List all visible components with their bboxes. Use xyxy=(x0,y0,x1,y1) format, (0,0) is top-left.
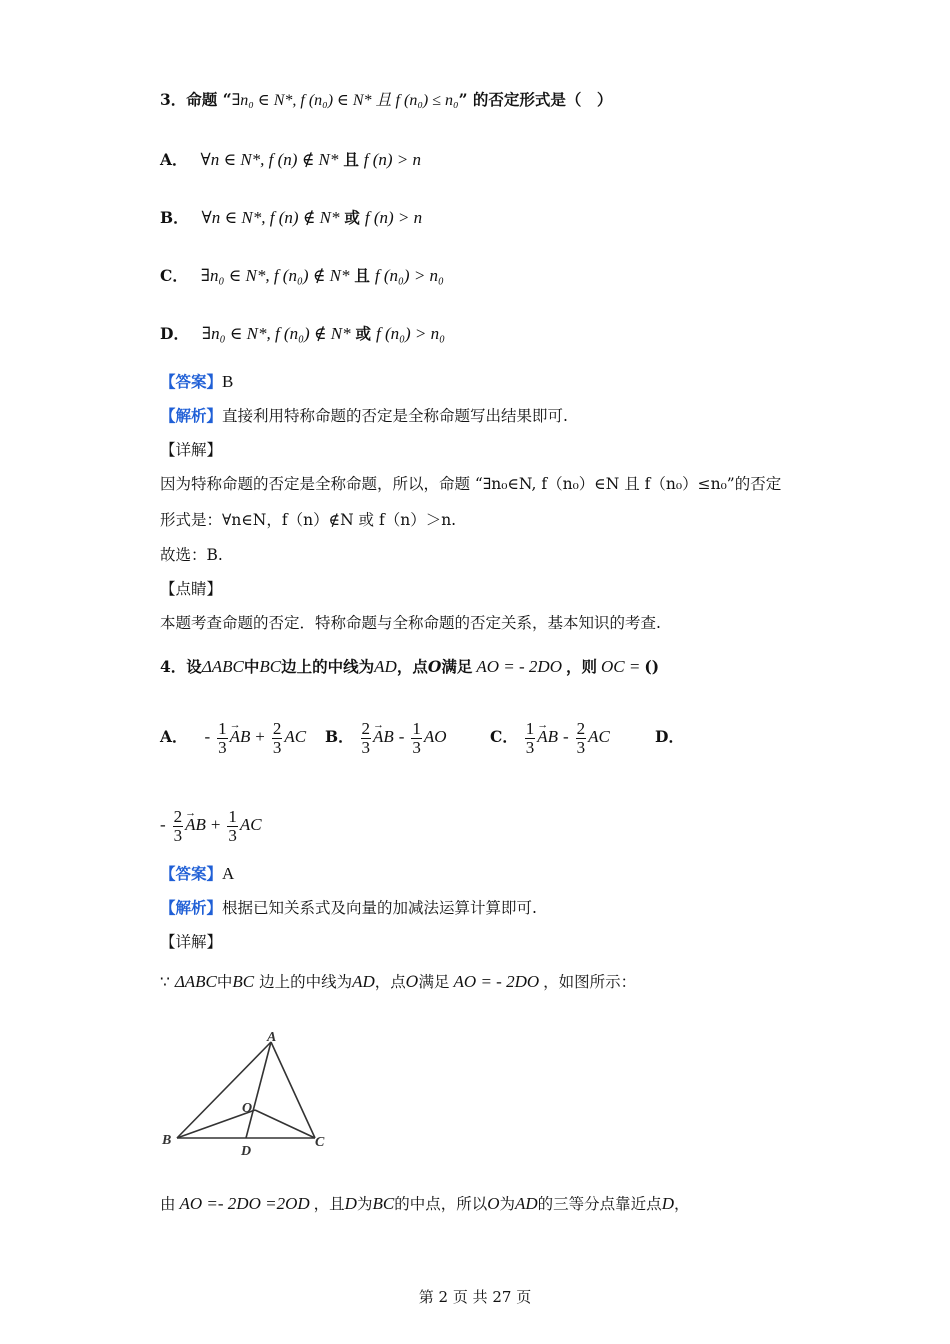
q3-detail-tag: 【详解】 xyxy=(160,441,223,459)
q3-point: 本题考查命题的否定．特称命题与全称命题的否定关系，基本知识的考查. xyxy=(160,614,661,632)
q3-number: 3． xyxy=(160,90,187,109)
q4-option-d-label[interactable]: D． xyxy=(655,727,684,746)
q4-answer: 【答案】A xyxy=(160,864,235,883)
q3-analysis: 【解析】直接利用特称命题的否定是全称命题写出结果即可. xyxy=(160,406,568,425)
q3-option-a[interactable]: A． ∀n ∈ N*, f (n) ∉ N* 且 f (n) > n xyxy=(160,150,422,169)
q3-proposition: ∃n₀ ∈ N*, f (n₀) ∈ N* 且 f (n₀) ≤ n₀ xyxy=(231,92,459,109)
q4-analysis: 【解析】根据已知关系式及向量的加减法运算计算即可. xyxy=(160,898,537,917)
q3-option-c[interactable]: C． ∃n₀ ∈ N*, f (n₀) ∉ N* 且 f (n₀) > n₀ xyxy=(160,266,444,285)
label-a: A xyxy=(267,1030,277,1045)
q3-detail-line3: 故选：B. xyxy=(160,546,223,564)
q4-detail-tag: 【详解】 xyxy=(160,933,223,951)
page-footer: 第 2 页 共 27 页 xyxy=(418,1288,532,1306)
q4-option-b[interactable]: B． $\frac{2}{3}$ → AB - $\frac{1}{3}$ AO xyxy=(325,712,447,762)
q3-detail-line2: 形式是：∀n∈N，f（n）∉N 或 f（n）＞n. xyxy=(160,511,457,529)
edge-ab xyxy=(177,1042,271,1138)
label-b: B xyxy=(162,1133,172,1148)
q4-option-d[interactable]: - $\frac{2}{3}$ → AB + $\frac{1}{3}$ AC xyxy=(160,800,262,850)
q3-answer: 【答案】B xyxy=(160,372,234,391)
label-c: C xyxy=(315,1135,325,1150)
q4-option-a[interactable]: A． - $\frac{1}{3}$ → AB + $\frac{2}{3}$ AC xyxy=(160,712,306,762)
q4-option-c[interactable]: C． $\frac{1}{3}$ → AB - $\frac{2}{3}$ AC xyxy=(490,712,610,762)
q3-point-tag: 【点睛】 xyxy=(160,580,223,598)
q3-option-b[interactable]: B． ∀n ∈ N*, f (n) ∉ N* 或 f (n) > n xyxy=(160,208,423,227)
segment-oc xyxy=(255,1110,315,1138)
edge-ac xyxy=(271,1042,315,1138)
median-ad xyxy=(246,1042,271,1138)
q3-stem: 3．命题 “∃n₀ ∈ N*, f (n₀) ∈ N* 且 f (n₀) ≤ n₀” 的否定形式是（ ） xyxy=(160,90,613,109)
label-o: O xyxy=(242,1101,253,1116)
q3-detail-line1: 因为特称命题的否定是全称命题，所以，命题 “∃n₀∈N, f（n₀）∈N 且 f（n₀）≤n₀”的否定 xyxy=(160,475,782,493)
q3-option-d[interactable]: D． ∃n₀ ∈ N*, f (n₀) ∉ N* 或 f (n₀) > n₀ xyxy=(160,324,446,343)
label-d: D xyxy=(241,1144,252,1159)
triangle-figure xyxy=(155,1028,345,1163)
q4-number: 4． xyxy=(160,657,187,676)
q4-stem: 4．设ΔABC中BC边上的中线为AD，点O满足 AO = - 2DO ，则 OC = () xyxy=(160,657,660,676)
q4-detail-last: 由 AO =- 2DO =2OD ，且D为BC的中点，所以O为AD的三等分点靠近点D， xyxy=(160,1194,690,1213)
q4-detail-line1: ∵ ΔABC中BC 边上的中线为AD，点O满足 AO = - 2DO ，如图所示： xyxy=(160,972,637,991)
